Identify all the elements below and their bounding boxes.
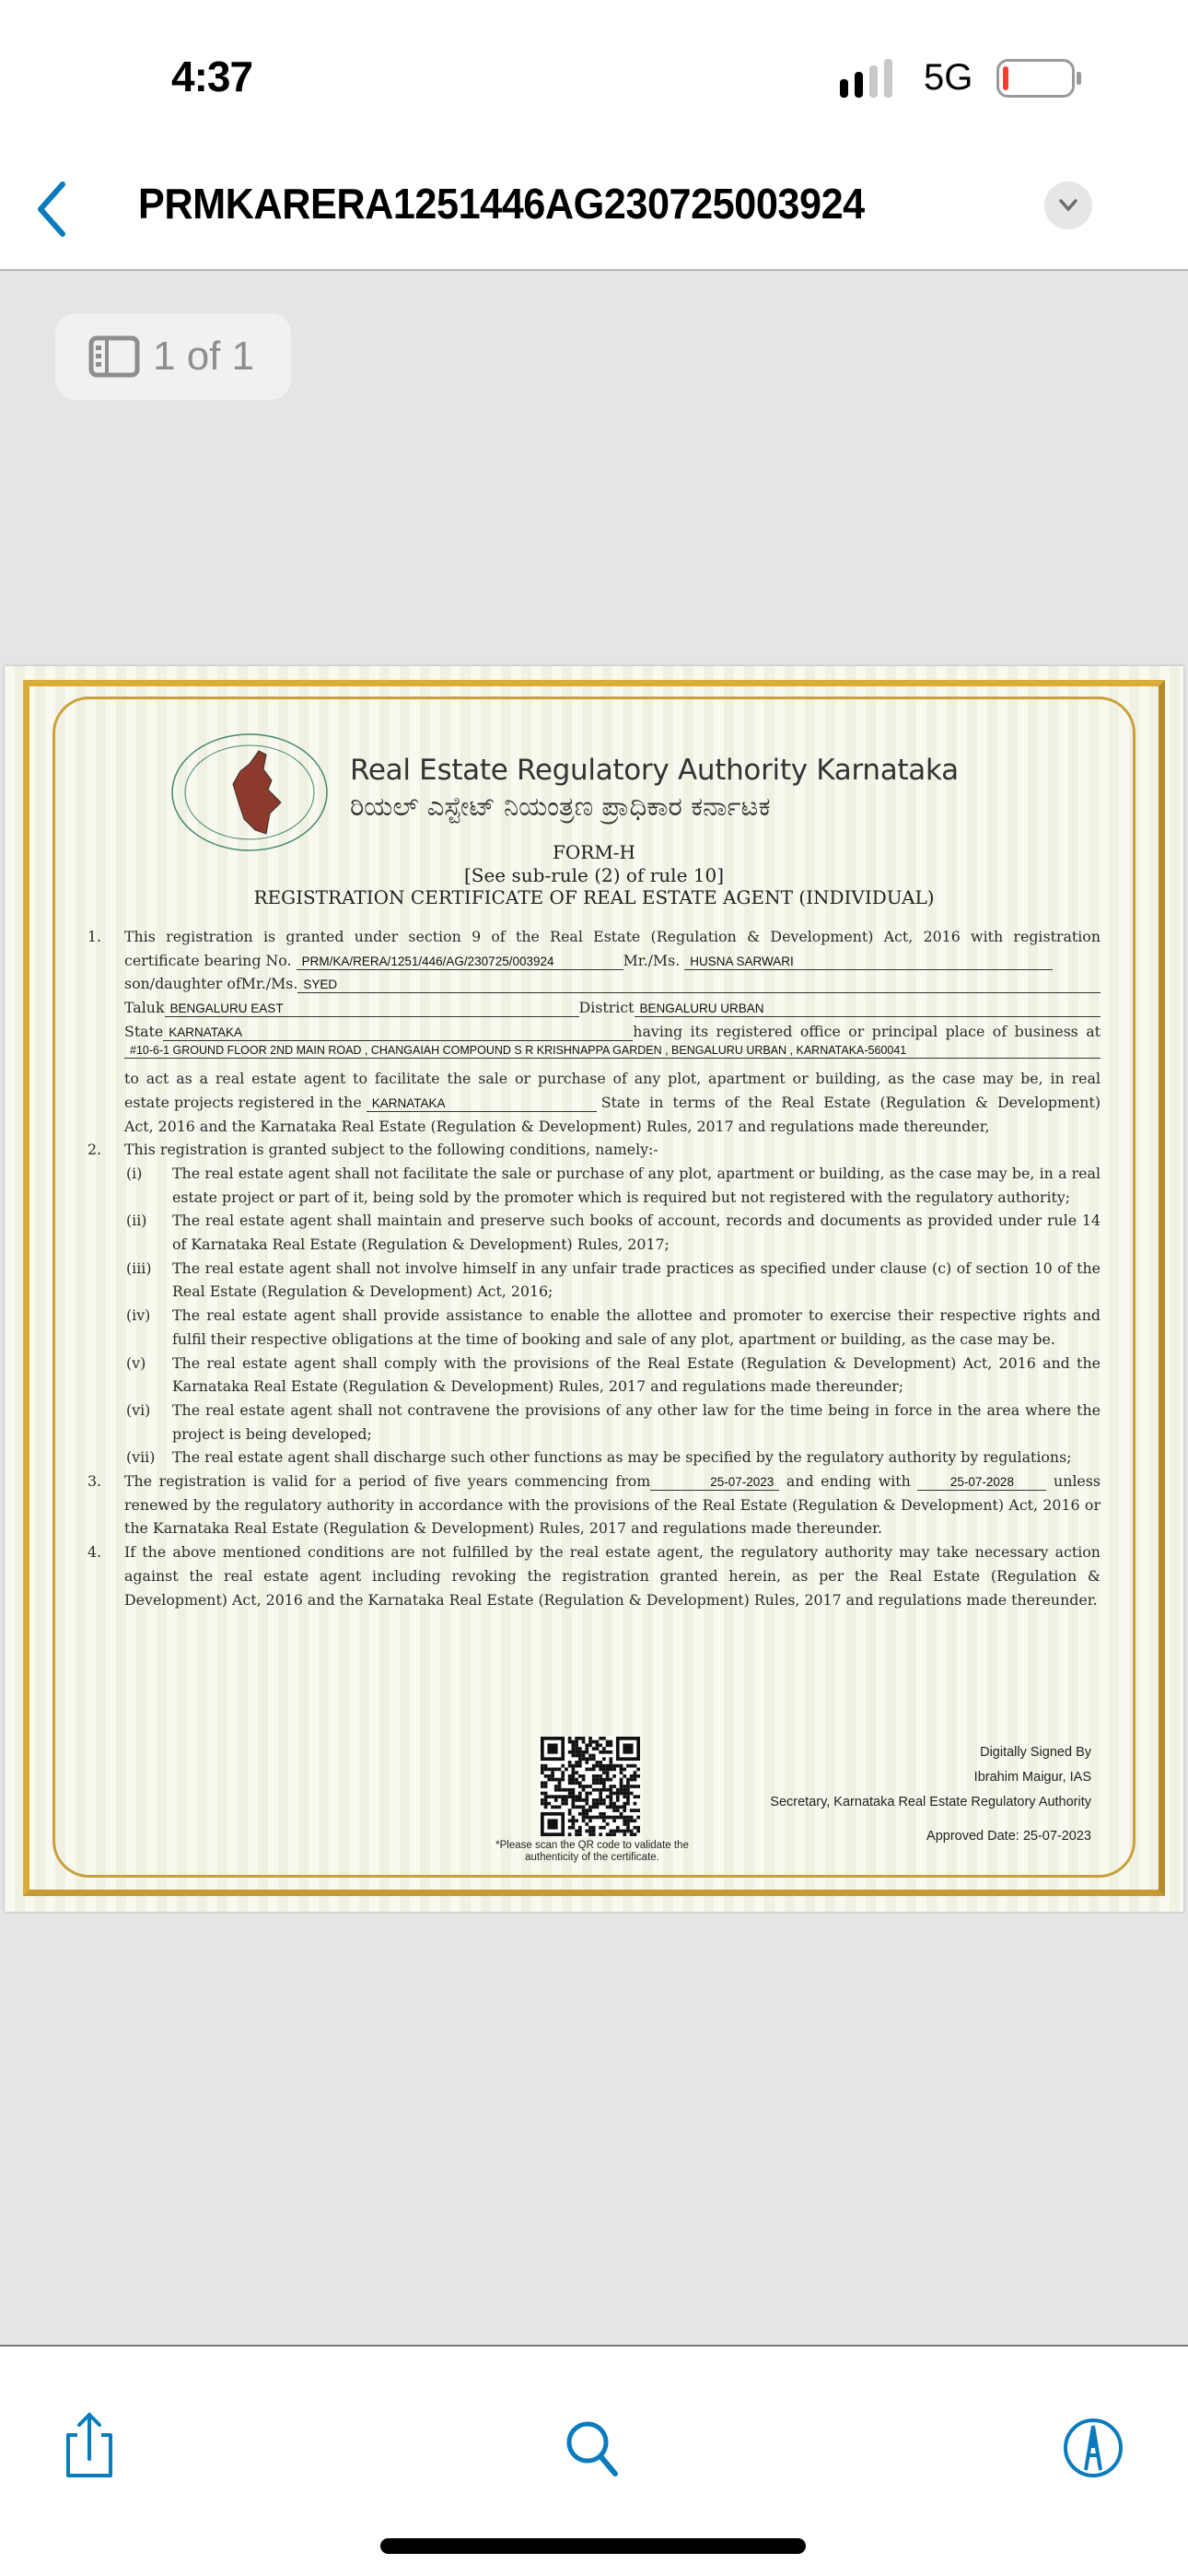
subrule-label: [See sub-rule (2) of rule 10] bbox=[463, 864, 725, 886]
signal-icon bbox=[840, 59, 899, 100]
clause-text: This registration is granted under section 9 of the Real Estate (Regulation & Development) Act, 2016 with registration bbox=[124, 928, 1101, 945]
back-chevron-icon[interactable] bbox=[33, 181, 70, 238]
sidebar-icon bbox=[88, 335, 140, 378]
title-menu-button[interactable] bbox=[1044, 181, 1092, 229]
item-1-line bbox=[87, 996, 1101, 1020]
clause-text: to act as a real estate agent to facilitate the sale or purchase of any plot, apartment or building, as the case may be, in real bbox=[124, 1070, 1101, 1088]
qr-note: *Please scan the QR code to validate the authenticity of the certificate. bbox=[495, 1840, 689, 1863]
condition-item bbox=[124, 1162, 1101, 1209]
project-state: KARNATAKA bbox=[367, 1096, 597, 1112]
certificate-body bbox=[87, 925, 1101, 1611]
share-icon[interactable] bbox=[57, 2411, 122, 2485]
signatory-name: Ibrahim Maigur, IAS bbox=[973, 1770, 1091, 1785]
battery-icon bbox=[996, 59, 1083, 98]
agent-name: HUSNA SARWARI bbox=[684, 954, 1053, 970]
item-1-line bbox=[87, 1115, 1101, 1139]
item-2 bbox=[87, 1138, 1101, 1162]
item-number: 4. bbox=[87, 1543, 102, 1562]
network-type: 5G bbox=[924, 57, 973, 98]
label: Mr./Ms. bbox=[623, 951, 681, 969]
status-bar bbox=[0, 0, 1188, 138]
label: son/daughter ofMr./Ms. bbox=[124, 975, 298, 993]
approved-date: Approved Date: 25-07-2023 bbox=[926, 1829, 1091, 1844]
clause-text: having its registered office or principal place of business at bbox=[633, 1022, 1101, 1040]
condition-item bbox=[124, 1399, 1101, 1446]
item-1-line bbox=[87, 949, 1101, 973]
search-icon[interactable] bbox=[560, 2411, 624, 2485]
label: unless renewed by the regulatory authority in accordance with the provisions of the Real Estate (Regulation & Development) Act, 2016 or the Karnataka Real Estate (Regulation & Development) Rules, 2017 and regulations made thereunder. bbox=[124, 1472, 1101, 1538]
label: certificate bearing No. bbox=[124, 951, 292, 969]
parent-name: SYED bbox=[297, 978, 1101, 993]
home-indicator[interactable] bbox=[380, 2538, 806, 2554]
document-title[interactable]: PRMKARERA1251446AG230725003924 bbox=[138, 180, 865, 228]
page-indicator[interactable] bbox=[55, 313, 291, 400]
condition-number: (v) bbox=[126, 1353, 146, 1372]
condition-text: The real estate agent shall not involve himself in any unfair trade practices as specified under clause (c) of section 10 of the Real Estate (Regulation & Development) Act, 2016; bbox=[172, 1259, 1101, 1301]
condition-item bbox=[124, 1209, 1101, 1256]
item-number: 1. bbox=[87, 928, 102, 945]
clause-text bbox=[124, 1469, 1101, 1540]
condition-number: (ii) bbox=[126, 1212, 147, 1230]
clause-text: Act, 2016 and the Karnataka Real Estate (Regulation & Development) Rules, 2017 and regulations made thereunder, bbox=[124, 1117, 990, 1135]
item-1-line bbox=[87, 1091, 1101, 1115]
condition-text: The real estate agent shall discharge such other functions as may be specified by the regulatory authority by regulations; bbox=[172, 1448, 1072, 1467]
clock: 4:37 bbox=[171, 53, 253, 100]
item-1-line bbox=[87, 1020, 1101, 1044]
taluk-value: BENGALURU EAST bbox=[165, 1001, 579, 1017]
item-number: 3. bbox=[87, 1472, 102, 1491]
district-value: BENGALURU URBAN bbox=[635, 1001, 1101, 1017]
clause-text: If the above mentioned conditions are not fulfilled by the real estate agent, the regulatory authority may take necessary action against the real estate agent including revoking the registration granted herein, as per the Real Estate (Regulation & Development) Act, 2016 and the Karnataka Real Estate (Regulation & Development) Rules, 2017 and regulations made thereunder. bbox=[124, 1543, 1101, 1609]
label: State bbox=[124, 1022, 164, 1040]
item-4 bbox=[87, 1540, 1101, 1611]
markup-icon[interactable] bbox=[1061, 2411, 1125, 2485]
form-label: FORM-H bbox=[552, 841, 635, 863]
condition-text: The real estate agent shall maintain and preserve such books of account, records and documents as provided under rule 14 of Karnataka Real Estate (Regulation & Development) Rules, 2017; bbox=[172, 1212, 1101, 1253]
page-count: 1 of 1 bbox=[153, 334, 255, 379]
condition-number: (vi) bbox=[126, 1400, 151, 1419]
condition-text: The real estate agent shall provide assistance to enable the allottee and promoter to exercise their respective rights and fulfil their respective obligations at the time of booking and sale of any plot, apartment or building, as the case may be. bbox=[172, 1306, 1101, 1348]
authority-name-kannada: ರಿಯಲ್ ಎಸ್ಟೇಟ್ ನಿಯಂತ್ರಣ ಪ್ರಾಧಿಕಾರ ಕರ್ನಾಟಕ bbox=[350, 790, 771, 822]
valid-from: 25-07-2023 bbox=[650, 1475, 779, 1491]
condition-number: (iii) bbox=[126, 1259, 152, 1277]
label: District bbox=[578, 999, 635, 1017]
condition-number: (i) bbox=[126, 1164, 143, 1182]
label: Taluk bbox=[124, 999, 165, 1017]
condition-text: The real estate agent shall not contravene the provisions of any other law for the time being in force in the area where the project is being developed; bbox=[172, 1400, 1101, 1443]
condition-text: The real estate agent shall not facilitate the sale or purchase of any plot, apartment or building, as the case may be, in a real estate project or part of it, being sold by the promoter which is required but not registered with the regulatory authority; bbox=[172, 1164, 1101, 1206]
authority-name-english: Real Estate Regulatory Authority Karnataka bbox=[350, 754, 959, 787]
business-address: #10-6-1 GROUND FLOOR 2ND MAIN ROAD , CHANGAIAH COMPOUND S R KRISHNAPPA GARDEN , BENGALURU URBAN , KARNATAKA-560041 bbox=[124, 1043, 1101, 1059]
condition-item bbox=[124, 1304, 1101, 1351]
clause-text: State in terms of the Real Estate (Regulation & Development) bbox=[600, 1093, 1101, 1111]
item-1-line bbox=[87, 1043, 1101, 1067]
certificate-page bbox=[5, 666, 1183, 1912]
condition-number: (vii) bbox=[126, 1448, 156, 1467]
registration-number: PRM/KA/RERA/1251/446/AG/230725/003924 bbox=[297, 954, 623, 970]
signed-by-label: Digitally Signed By bbox=[980, 1745, 1091, 1760]
condition-item bbox=[124, 1446, 1101, 1469]
item-1-line bbox=[87, 972, 1101, 996]
navigation-bar bbox=[0, 138, 1188, 271]
item-3 bbox=[87, 1469, 1101, 1540]
item-1-line bbox=[87, 925, 1101, 949]
state-value: KARNATAKA bbox=[163, 1025, 633, 1041]
chevron-down-icon bbox=[1044, 181, 1092, 229]
rera-karnataka-logo bbox=[170, 732, 329, 852]
signatory-designation: Secretary, Karnataka Real Estate Regulatory Authority bbox=[770, 1795, 1091, 1809]
label: The registration is valid for a period of five years commencing from bbox=[124, 1472, 651, 1491]
qr-code[interactable] bbox=[541, 1737, 640, 1836]
condition-text: The real estate agent shall comply with the provisions of the Real Estate (Regulation & Development) Act, 2016 and the Karnataka Real Estate (Regulation & Development) Rules, 2017 and regulations made thereunder; bbox=[172, 1353, 1101, 1396]
item-1-line bbox=[87, 1067, 1101, 1091]
label: and ending with bbox=[786, 1472, 911, 1491]
label: estate projects registered in the bbox=[124, 1093, 362, 1111]
certificate-heading: REGISTRATION CERTIFICATE OF REAL ESTATE AGENT (INDIVIDUAL) bbox=[253, 886, 935, 908]
condition-item bbox=[124, 1257, 1101, 1304]
item-number: 2. bbox=[87, 1141, 102, 1159]
condition-number: (iv) bbox=[126, 1306, 151, 1325]
valid-until: 25-07-2028 bbox=[917, 1475, 1046, 1491]
signature-block bbox=[770, 1740, 1091, 1849]
conditions-list bbox=[87, 1162, 1101, 1469]
condition-item bbox=[124, 1352, 1101, 1399]
clause-text: This registration is granted subject to the following conditions, namely:- bbox=[124, 1141, 658, 1159]
